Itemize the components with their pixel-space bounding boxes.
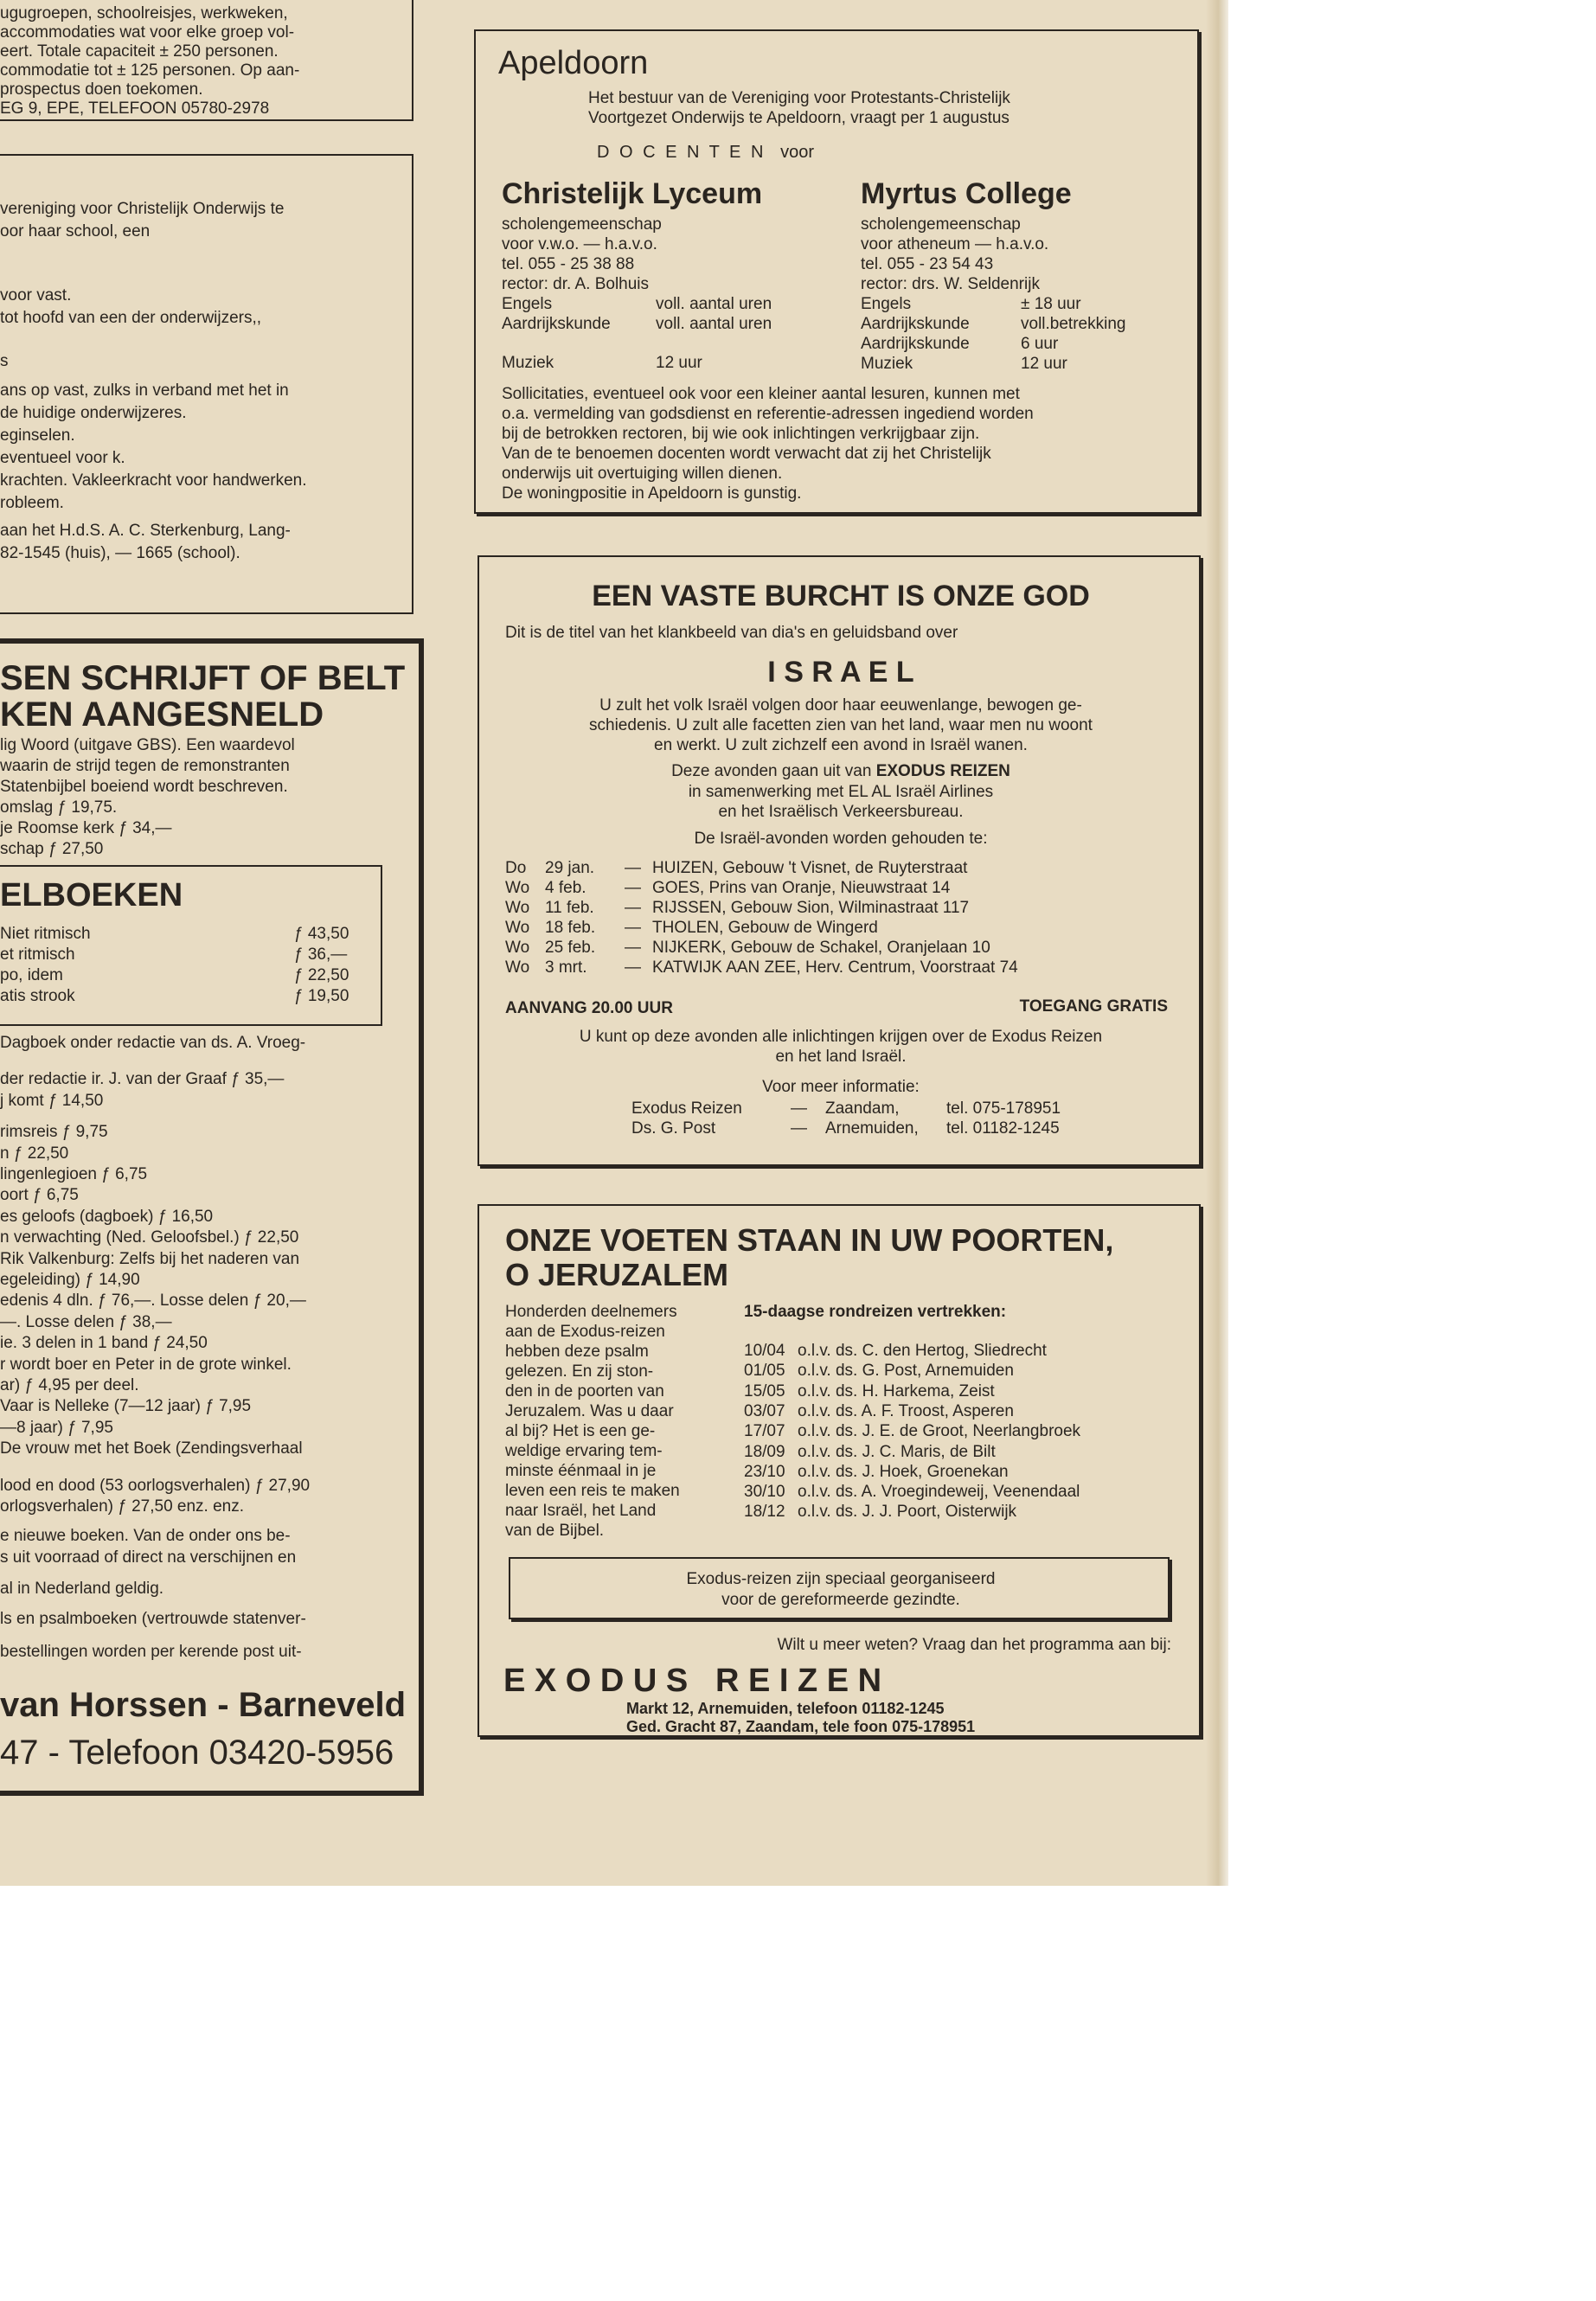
bookshop-list-line: De vrouw met het Boek (Zendingsverhaal (0, 1439, 303, 1458)
bookshop-list-line: egeleiding) ƒ 14,90 (0, 1271, 140, 1289)
vacancy-line: aan het H.d.S. A. C. Sterkenburg, Lang- (0, 522, 291, 540)
apeldoorn-footer-line: Sollicitaties, eventueel ook voor een kleiner aantal lesuren, kunnen met (502, 385, 1020, 403)
contact-name: Exodus Reizen (631, 1099, 742, 1118)
event-dash: — (625, 939, 641, 957)
bookshop-list-line: r wordt boer en Peter in de grote winkel. (0, 1355, 292, 1374)
event-place: NIJKERK, Gebouw de Schakel, Oranjelaan 10 (652, 939, 990, 957)
contact-place: Arnemuiden, (825, 1119, 919, 1138)
contact-tel: tel. 01182-1245 (946, 1119, 1060, 1138)
notice-line-2: voor de gereformeerde gezindte. (721, 1591, 960, 1609)
item-price: ƒ 36,— (294, 945, 348, 964)
bookshop-list-line: ls en psalmboeken (vertrouwde statenver- (0, 1609, 306, 1628)
event-place: THOLEN, Gebouw de Wingerd (652, 919, 878, 937)
burcht-free-entry: TOEGANG GRATIS (1019, 997, 1168, 1016)
bookshop-list-line: ie. 3 delen in 1 band ƒ 24,50 (0, 1334, 208, 1353)
bookshop-list-line: Vaar is Nelleke (7—12 jaar) ƒ 7,95 (0, 1397, 252, 1416)
bookshop-list-line: lood en dood (53 oorlogsverhalen) ƒ 27,90 (0, 1476, 311, 1495)
bookshop-list-line: lingenlegioen ƒ 6,75 (0, 1165, 148, 1183)
event-dash: — (625, 958, 641, 977)
voeten-left-line: van de Bijbel. (505, 1522, 605, 1540)
event-day: Wo (505, 879, 530, 897)
event-day: Wo (505, 919, 530, 937)
event-day: Wo (505, 899, 530, 917)
event-place: HUIZEN, Gebouw 't Visnet, de Ruyterstraat (652, 859, 968, 877)
page-edge (1206, 0, 1228, 1886)
bookshop-intro-line: Statenbijbel boeiend wordt beschreven. (0, 778, 288, 796)
apeldoorn-intro-1: Het bestuur van de Vereniging voor Protestants-Christelijk (588, 89, 1010, 107)
bookshop-footer-name: van Horssen - Barneveld (0, 1686, 407, 1724)
item-label: atis strook (0, 987, 75, 1005)
burcht-held-at: De Israël-avonden worden gehouden te: (694, 830, 988, 848)
contact-dash: — (791, 1119, 807, 1138)
vacancy-line: vereniging voor Christelijk Onderwijs te (0, 200, 285, 218)
event-dash: — (625, 919, 641, 937)
notice-line-1: Exodus-reizen zijn speciaal georganiseerd (686, 1570, 996, 1588)
bookshop-list-line: oort ƒ 6,75 (0, 1186, 79, 1205)
voeten-title-1: ONZE VOETEN STAAN IN UW POORTEN, (505, 1222, 1114, 1258)
burcht-coop-3: en het Israëlisch Verkeersbureau. (718, 803, 964, 821)
bookshop-list-line: s uit voorraad of direct na verschijnen en (0, 1548, 297, 1567)
item-price: ƒ 43,50 (294, 925, 349, 943)
trip-leader: o.l.v. ds. C. den Hertog, Sliedrecht (798, 1342, 1047, 1360)
bookshop-list-line: edenis 4 dln. ƒ 76,—. Losse delen ƒ 20,— (0, 1292, 306, 1311)
vacancy-line: ans op vast, zulks in verband met het in (0, 381, 289, 400)
jerusalem-tours-ad (478, 1204, 1201, 1737)
voeten-left-line: minste éénmaal in je (505, 1462, 657, 1480)
burcht-para-line: schiedenis. U zult alle facetten zien van het land, waar men nu woont (589, 716, 1093, 734)
voeten-left-line: gelezen. En zij ston- (505, 1362, 654, 1381)
item-label: et ritmisch (0, 945, 75, 964)
apeldoorn-footer-line: onderwijs uit overtuiging willen dienen. (502, 465, 783, 483)
bookshop-list-line: —8 jaar) ƒ 7,95 (0, 1418, 113, 1437)
bookshop-list-line: ar) ƒ 4,95 per deel. (0, 1376, 139, 1394)
accommodation-line: accommodaties wat voor elke groep vol- (0, 23, 295, 42)
apeldoorn-docenten: D O C E N T E N voor (597, 143, 814, 162)
trip-leader: o.l.v. ds. J. J. Poort, Oisterwijk (798, 1503, 1017, 1522)
hours: voll. aantal uren (656, 295, 772, 313)
burcht-israel: I S R A E L (767, 656, 914, 689)
lyceum-name: Christelijk Lyceum (502, 177, 763, 210)
event-date: 3 mrt. (545, 958, 587, 977)
accommodation-line: ugugroepen, schoolreisjes, werkweken, (0, 4, 288, 22)
myrtus-info-line: scholengemeenschap (861, 215, 1021, 234)
bookshop-list-line: es geloofs (dagboek) ƒ 16,50 (0, 1207, 214, 1226)
lyceum-info-line: scholengemeenschap (502, 215, 662, 234)
bookshop-list-line: orlogsverhalen) ƒ 27,50 enz. enz. (0, 1497, 245, 1516)
lyceum-info-line: tel. 055 - 25 38 88 (502, 255, 635, 273)
event-place: RIJSSEN, Gebouw Sion, Wilminastraat 117 (652, 899, 970, 917)
vacancy-line: eventueel voor k. (0, 449, 125, 467)
event-dash: — (625, 859, 641, 877)
contact-tel: tel. 075-178951 (946, 1099, 1061, 1118)
burcht-more-info: Voor meer informatie: (762, 1078, 920, 1096)
voeten-left-line: hebben deze psalm (505, 1343, 649, 1361)
left-ad-vacancy (0, 154, 413, 614)
apeldoorn-vacancy-ad (474, 29, 1199, 514)
burcht-para-line: en werkt. U zult zichzelf een avond in Israël wanen. (654, 736, 1028, 754)
vacancy-line: robleem. (0, 494, 64, 512)
voeten-left-line: weldige ervaring tem- (505, 1442, 663, 1460)
event-dash: — (625, 879, 641, 897)
subject: Muziek (502, 354, 554, 372)
trip-date: 18/09 (744, 1442, 785, 1461)
accommodation-line: commodatie tot ± 125 personen. Op aan- (0, 61, 300, 80)
hours: voll.betrekking (1021, 315, 1126, 333)
apeldoorn-footer-line: Van de te benoemen docenten wordt verwacht dat zij het Christelijk (502, 445, 991, 463)
contact-dash: — (791, 1099, 807, 1118)
voeten-left-line: leven een reis te maken (505, 1482, 680, 1500)
apeldoorn-footer-line: o.a. vermelding van godsdienst en referentie-adressen ingediend worden (502, 405, 1034, 423)
psalm-box-heading: ELBOEKEN (0, 877, 183, 913)
item-price: ƒ 19,50 (294, 987, 349, 1005)
trip-leader: o.l.v. ds. J. C. Maris, de Bilt (798, 1442, 996, 1461)
bookshop-heading-2: KEN AANGESNELD (0, 695, 324, 734)
lyceum-info-line: rector: dr. A. Bolhuis (502, 275, 650, 293)
bookshop-list-line: rimsreis ƒ 9,75 (0, 1123, 108, 1142)
trip-date: 23/10 (744, 1462, 785, 1481)
bookshop-list-line: Dagboek onder redactie van ds. A. Vroeg- (0, 1034, 306, 1052)
myrtus-info-line: rector: drs. W. Seldenrijk (861, 275, 1040, 293)
myrtus-name: Myrtus College (861, 177, 1072, 210)
voeten-left-line: naar Israël, het Land (505, 1502, 657, 1520)
item-price: ƒ 22,50 (294, 966, 349, 984)
accommodation-line: EG 9, EPE, TELEFOON 05780-2978 (0, 99, 270, 118)
vacancy-line: de huidige onderwijzeres. (0, 404, 187, 422)
event-date: 11 feb. (545, 899, 594, 917)
vacancy-line: eginselen. (0, 426, 75, 445)
vacancy-line: voor vast. (0, 286, 72, 304)
event-day: Wo (505, 939, 530, 957)
bookshop-heading-1: SEN SCHRIJFT OF BELT (0, 659, 406, 697)
reformed-notice-box (509, 1557, 1170, 1619)
exodus-address-2: Ged. Gracht 87, Zaandam, tele foon 075-178951 (626, 1718, 976, 1735)
trips-heading: 15-daagse rondreizen vertrekken: (744, 1303, 1007, 1321)
burcht-info-2: en het land Israël. (775, 1048, 907, 1066)
event-place: KATWIJK AAN ZEE, Herv. Centrum, Voorstraat 74 (652, 958, 1018, 977)
subject: Aardrijkskunde (502, 315, 611, 333)
bookshop-list-line: e nieuwe boeken. Van de onder ons be- (0, 1527, 291, 1546)
subject: Muziek (861, 355, 913, 373)
trip-date: 15/05 (744, 1381, 785, 1400)
myrtus-info-line: voor atheneum — h.a.v.o. (861, 235, 1049, 253)
bookshop-list-line: j komt ƒ 14,50 (0, 1091, 104, 1110)
burcht-title: EEN VASTE BURCHT IS ONZE GOD (592, 580, 1090, 612)
bookshop-list-line: n verwachting (Ned. Geloofsbel.) ƒ 22,50 (0, 1228, 299, 1247)
left-ad-bookshop (0, 638, 424, 1796)
event-place: GOES, Prins van Oranje, Nieuwstraat 14 (652, 879, 951, 897)
vacancy-line: s (0, 352, 9, 370)
event-dash: — (625, 899, 641, 917)
event-date: 25 feb. (545, 939, 596, 957)
contact-place: Zaandam, (825, 1099, 900, 1118)
exodus-address-1: Markt 12, Arnemuiden, telefoon 01182-1245 (626, 1700, 945, 1717)
event-day: Wo (505, 958, 530, 977)
hours: 12 uur (656, 354, 702, 372)
hours: 6 uur (1021, 335, 1059, 353)
israel-evenings-ad (478, 555, 1201, 1166)
trip-date: 18/12 (744, 1503, 785, 1522)
subject: Aardrijkskunde (861, 335, 970, 353)
bookshop-footer-phone: 47 - Telefoon 03420-5956 (0, 1734, 394, 1772)
bookshop-psalm-box (0, 865, 382, 1026)
trip-leader: o.l.v. ds. G. Post, Arnemuiden (798, 1362, 1014, 1381)
event-day: Do (505, 859, 527, 877)
vacancy-line: krachten. Vakleerkracht voor handwerken. (0, 471, 307, 490)
burcht-subtitle: Dit is de titel van het klankbeeld van dia's en geluidsband over (505, 624, 958, 642)
apeldoorn-footer-line: De woningpositie in Apeldoorn is gunstig. (502, 484, 802, 503)
bookshop-list-line: n ƒ 22,50 (0, 1144, 69, 1163)
hours: 12 uur (1021, 355, 1067, 373)
burcht-info-1: U kunt op deze avonden alle inlichtingen krijgen over de Exodus Reizen (579, 1028, 1103, 1046)
bookshop-list-line: al in Nederland geldig. (0, 1580, 164, 1599)
voeten-left-line: Honderden deelnemers (505, 1303, 677, 1321)
subject: Engels (502, 295, 553, 313)
event-date: 4 feb. (545, 879, 586, 897)
voeten-ask: Wilt u meer weten? Vraag dan het programma aan bij: (777, 1636, 1171, 1654)
burcht-coop-1: Deze avonden gaan uit van EXODUS REIZEN (671, 762, 1010, 780)
bookshop-intro-line: omslag ƒ 19,75. (0, 798, 118, 817)
voeten-title-2: O JERUZALEM (505, 1257, 729, 1292)
subject: Aardrijkskunde (861, 315, 970, 333)
exodus-brand: E X O D U S R E I Z E N (503, 1663, 882, 1699)
event-date: 18 feb. (545, 919, 596, 937)
apeldoorn-footer-line: bij de betrokken rectoren, bij wie ook inlichtingen verkrijgbaar zijn. (502, 425, 980, 443)
vacancy-line: tot hoofd van een der onderwijzers,, (0, 309, 262, 327)
trip-date: 17/07 (744, 1422, 785, 1441)
bookshop-list-line: bestellingen worden per kerende post uit- (0, 1643, 302, 1661)
trip-date: 10/04 (744, 1342, 785, 1360)
accommodation-line: eert. Totale capaciteit ± 250 personen. (0, 42, 279, 61)
trip-date: 03/07 (744, 1401, 785, 1420)
accommodation-line: prospectus doen toekomen. (0, 80, 203, 99)
bookshop-intro-line: waarin de strijd tegen de remonstranten (0, 757, 290, 775)
contact-name: Ds. G. Post (631, 1119, 716, 1138)
trip-leader: o.l.v. ds. J. Hoek, Groenekan (798, 1462, 1009, 1481)
trip-leader: o.l.v. ds. J. E. de Groot, Neerlangbroek (798, 1422, 1081, 1441)
voeten-left-line: den in de poorten van (505, 1382, 664, 1400)
burcht-coop-2: in samenwerking met EL AL Israël Airlines (688, 783, 994, 801)
bookshop-list-line: der redactie ir. J. van der Graaf ƒ 35,— (0, 1070, 285, 1089)
hours: ± 18 uur (1021, 295, 1081, 313)
apeldoorn-city: Apeldoorn (498, 45, 649, 81)
bookshop-intro-line: je Roomse kerk ƒ 34,— (0, 819, 172, 837)
bookshop-intro-line: schap ƒ 27,50 (0, 840, 104, 858)
vacancy-line: oor haar school, een (0, 222, 151, 240)
vacancy-line: 82-1545 (huis), — 1665 (school). (0, 544, 240, 562)
voeten-left-line: al bij? Het is een ge- (505, 1422, 656, 1440)
burcht-para-line: U zult het volk Israël volgen door haar eeuwenlange, bewogen ge- (599, 696, 1082, 715)
trip-leader: o.l.v. ds. A. F. Troost, Asperen (798, 1401, 1014, 1420)
trip-leader: o.l.v. ds. A. Vroegindeweij, Veenendaal (798, 1483, 1080, 1502)
subject: Engels (861, 295, 912, 313)
burcht-start-time: AANVANG 20.00 UUR (505, 999, 673, 1017)
hours: voll. aantal uren (656, 315, 772, 333)
lyceum-info-line: voor v.w.o. — h.a.v.o. (502, 235, 657, 253)
myrtus-info-line: tel. 055 - 23 54 43 (861, 255, 994, 273)
event-date: 29 jan. (545, 859, 595, 877)
voeten-left-line: Jeruzalem. Was u daar (505, 1402, 674, 1420)
trip-date: 01/05 (744, 1362, 785, 1381)
item-label: po, idem (0, 966, 63, 984)
trip-leader: o.l.v. ds. H. Harkema, Zeist (798, 1381, 995, 1400)
item-label: Niet ritmisch (0, 925, 91, 943)
left-ad-accommodation (0, 0, 413, 121)
bookshop-intro-line: lig Woord (uitgave GBS). Een waardevol (0, 736, 295, 754)
bookshop-list-line: —. Losse delen ƒ 38,— (0, 1312, 172, 1331)
trip-date: 30/10 (744, 1483, 785, 1502)
apeldoorn-intro-2: Voortgezet Onderwijs te Apeldoorn, vraagt per 1 augustus (588, 109, 1010, 127)
bookshop-list-line: Rik Valkenburg: Zelfs bij het naderen van (0, 1249, 300, 1268)
voeten-left-line: aan de Exodus-reizen (505, 1323, 665, 1341)
